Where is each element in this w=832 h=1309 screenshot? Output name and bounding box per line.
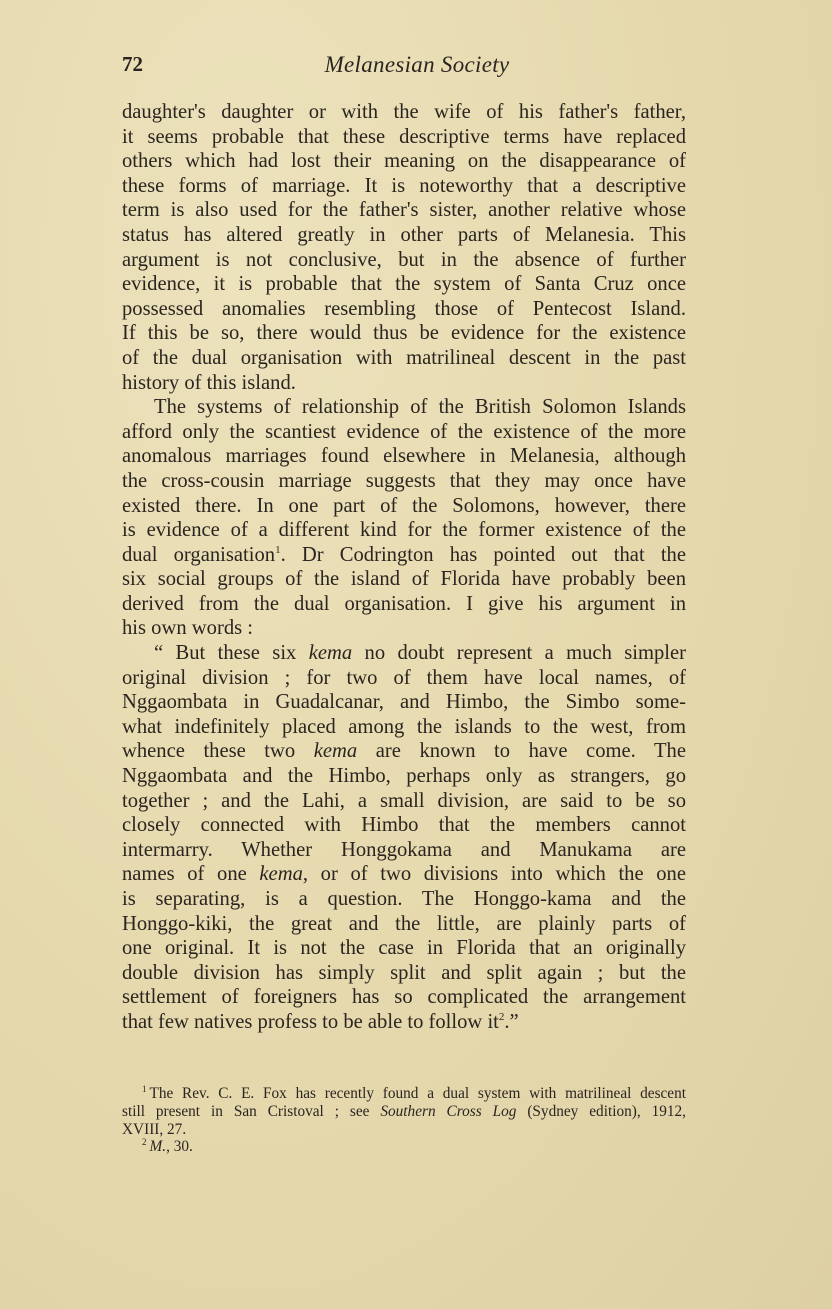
text-line: is evidence of a different kind for the former existence of the	[122, 519, 686, 542]
text-line: The systems of relationship of the British Solomon Islands	[154, 396, 686, 419]
text-line: the cross-cousin marriage suggests that they may once have	[122, 469, 686, 492]
paragraph-2	[122, 395, 686, 641]
text-line	[122, 641, 686, 666]
text-line: what indefinitely placed among the islands to the west, from	[122, 715, 686, 738]
text-segment: names of one	[122, 863, 260, 886]
text-line: Honggo-kiki, the great and the little, are plainly parts of	[122, 912, 686, 935]
italic-term-kema: kema	[308, 642, 353, 665]
text-segment: (Sydney edition), 1912,	[516, 1102, 687, 1120]
text-line: existed there. In one part of the Solomons, however, there	[122, 494, 686, 517]
text-segment: .”	[504, 1010, 519, 1033]
paragraph-1	[122, 100, 686, 395]
footnote-line: XVIII, 27.	[122, 1120, 187, 1138]
text-line: is separating, is a question. The Honggo-kama and the	[122, 888, 686, 910]
text-line: If this be so, there would thus be evidence for the existence	[122, 322, 686, 345]
text-segment: dual organisation	[122, 543, 276, 566]
text-line	[122, 543, 686, 568]
page-number: 72	[122, 52, 143, 76]
footnotes	[122, 1085, 686, 1156]
text-segment: , or of two divisions into which the one	[302, 863, 686, 886]
footnote-line	[122, 1138, 686, 1156]
text-line: others which had lost their meaning on the disappearance of	[122, 150, 686, 173]
text-line: anomalous marriages found elsewhere in Melanesia, although	[122, 445, 686, 468]
text-segment: are known to have come. The	[357, 740, 686, 763]
text-line: double division has simply split and split again ; but the	[122, 961, 686, 984]
text-line: status has altered greatly in other parts of Melanesia. This	[122, 223, 686, 246]
footnote-1	[122, 1085, 686, 1138]
body-text	[122, 100, 686, 1035]
text-segment: . Dr Codrington has pointed out that the	[280, 543, 686, 566]
text-line: these forms of marriage. It is noteworthy that a descriptive	[122, 174, 686, 197]
text-line	[122, 739, 686, 764]
page-header	[122, 52, 686, 86]
cited-abbreviation: M.	[149, 1138, 167, 1156]
text-line: his own words :	[122, 617, 254, 640]
text-segment: that few natives profess to be able to follow it	[122, 1010, 499, 1033]
footnote-mark: 2	[142, 1137, 147, 1148]
text-line: one original. It is not the case in Florida that an originally	[122, 937, 686, 960]
text-segment: “ But these six	[154, 642, 309, 665]
text-line: together ; and the Lahi, a small division, are said to be so	[122, 789, 686, 812]
text-line	[122, 862, 686, 887]
footnote-mark: 1	[142, 1083, 147, 1094]
text-segment: still present in San Cristoval ; see	[122, 1102, 381, 1120]
italic-term-kema: kema	[259, 863, 303, 886]
text-line: six social groups of the island of Florida have probably been	[122, 568, 686, 591]
running-title: Melanesian Society	[324, 52, 510, 77]
footnote-2	[122, 1138, 686, 1156]
text-line	[122, 1010, 686, 1035]
text-segment: no doubt represent a much simpler	[352, 642, 686, 665]
italic-term-kema: kema	[313, 740, 358, 763]
text-line: evidence, it is probable that the system of Santa Cruz once	[122, 273, 686, 296]
footnote-ref-2[interactable]: 2	[498, 1011, 505, 1024]
text-line: afford only the scantiest evidence of the existence of the more	[122, 420, 686, 443]
text-line: history of this island.	[122, 371, 296, 394]
text-line: settlement of foreigners has so complicated the arrangement	[122, 986, 686, 1009]
text-line: term is also used for the father's sister, another relative whose	[122, 199, 686, 222]
text-line: Nggaombata in Guadalcanar, and Himbo, the Simbo some-	[122, 691, 686, 714]
footnote-line	[122, 1103, 686, 1121]
text-line: it seems probable that these descriptive terms have replaced	[122, 125, 686, 148]
text-segment: , 30.	[166, 1138, 193, 1156]
text-segment: The Rev. C. E. Fox has recently found a dual system with matrilineal descent	[149, 1085, 686, 1102]
text-line: intermarry. Whether Honggokama and Manukama are	[122, 838, 686, 861]
text-line: derived from the dual organisation. I give his argument in	[122, 592, 686, 615]
text-line: argument is not conclusive, but in the absence of further	[122, 248, 686, 271]
text-segment: whence these two	[122, 740, 314, 763]
text-line: original division ; for two of them have local names, of	[122, 666, 686, 689]
text-line: daughter's daughter or with the wife of his father's father,	[122, 101, 686, 123]
cited-title: Southern Cross Log	[380, 1102, 517, 1120]
text-line: of the dual organisation with matrilineal descent in the past	[122, 346, 686, 369]
footnote-line	[122, 1085, 686, 1103]
footnote-ref-1[interactable]: 1	[275, 543, 281, 556]
text-line: closely connected with Himbo that the members cannot	[122, 814, 686, 837]
text-line: Nggaombata and the Himbo, perhaps only as strangers, go	[122, 765, 686, 788]
quotation-paragraph	[122, 641, 686, 1035]
text-line: possessed anomalies resembling those of Pentecost Island.	[122, 297, 686, 320]
